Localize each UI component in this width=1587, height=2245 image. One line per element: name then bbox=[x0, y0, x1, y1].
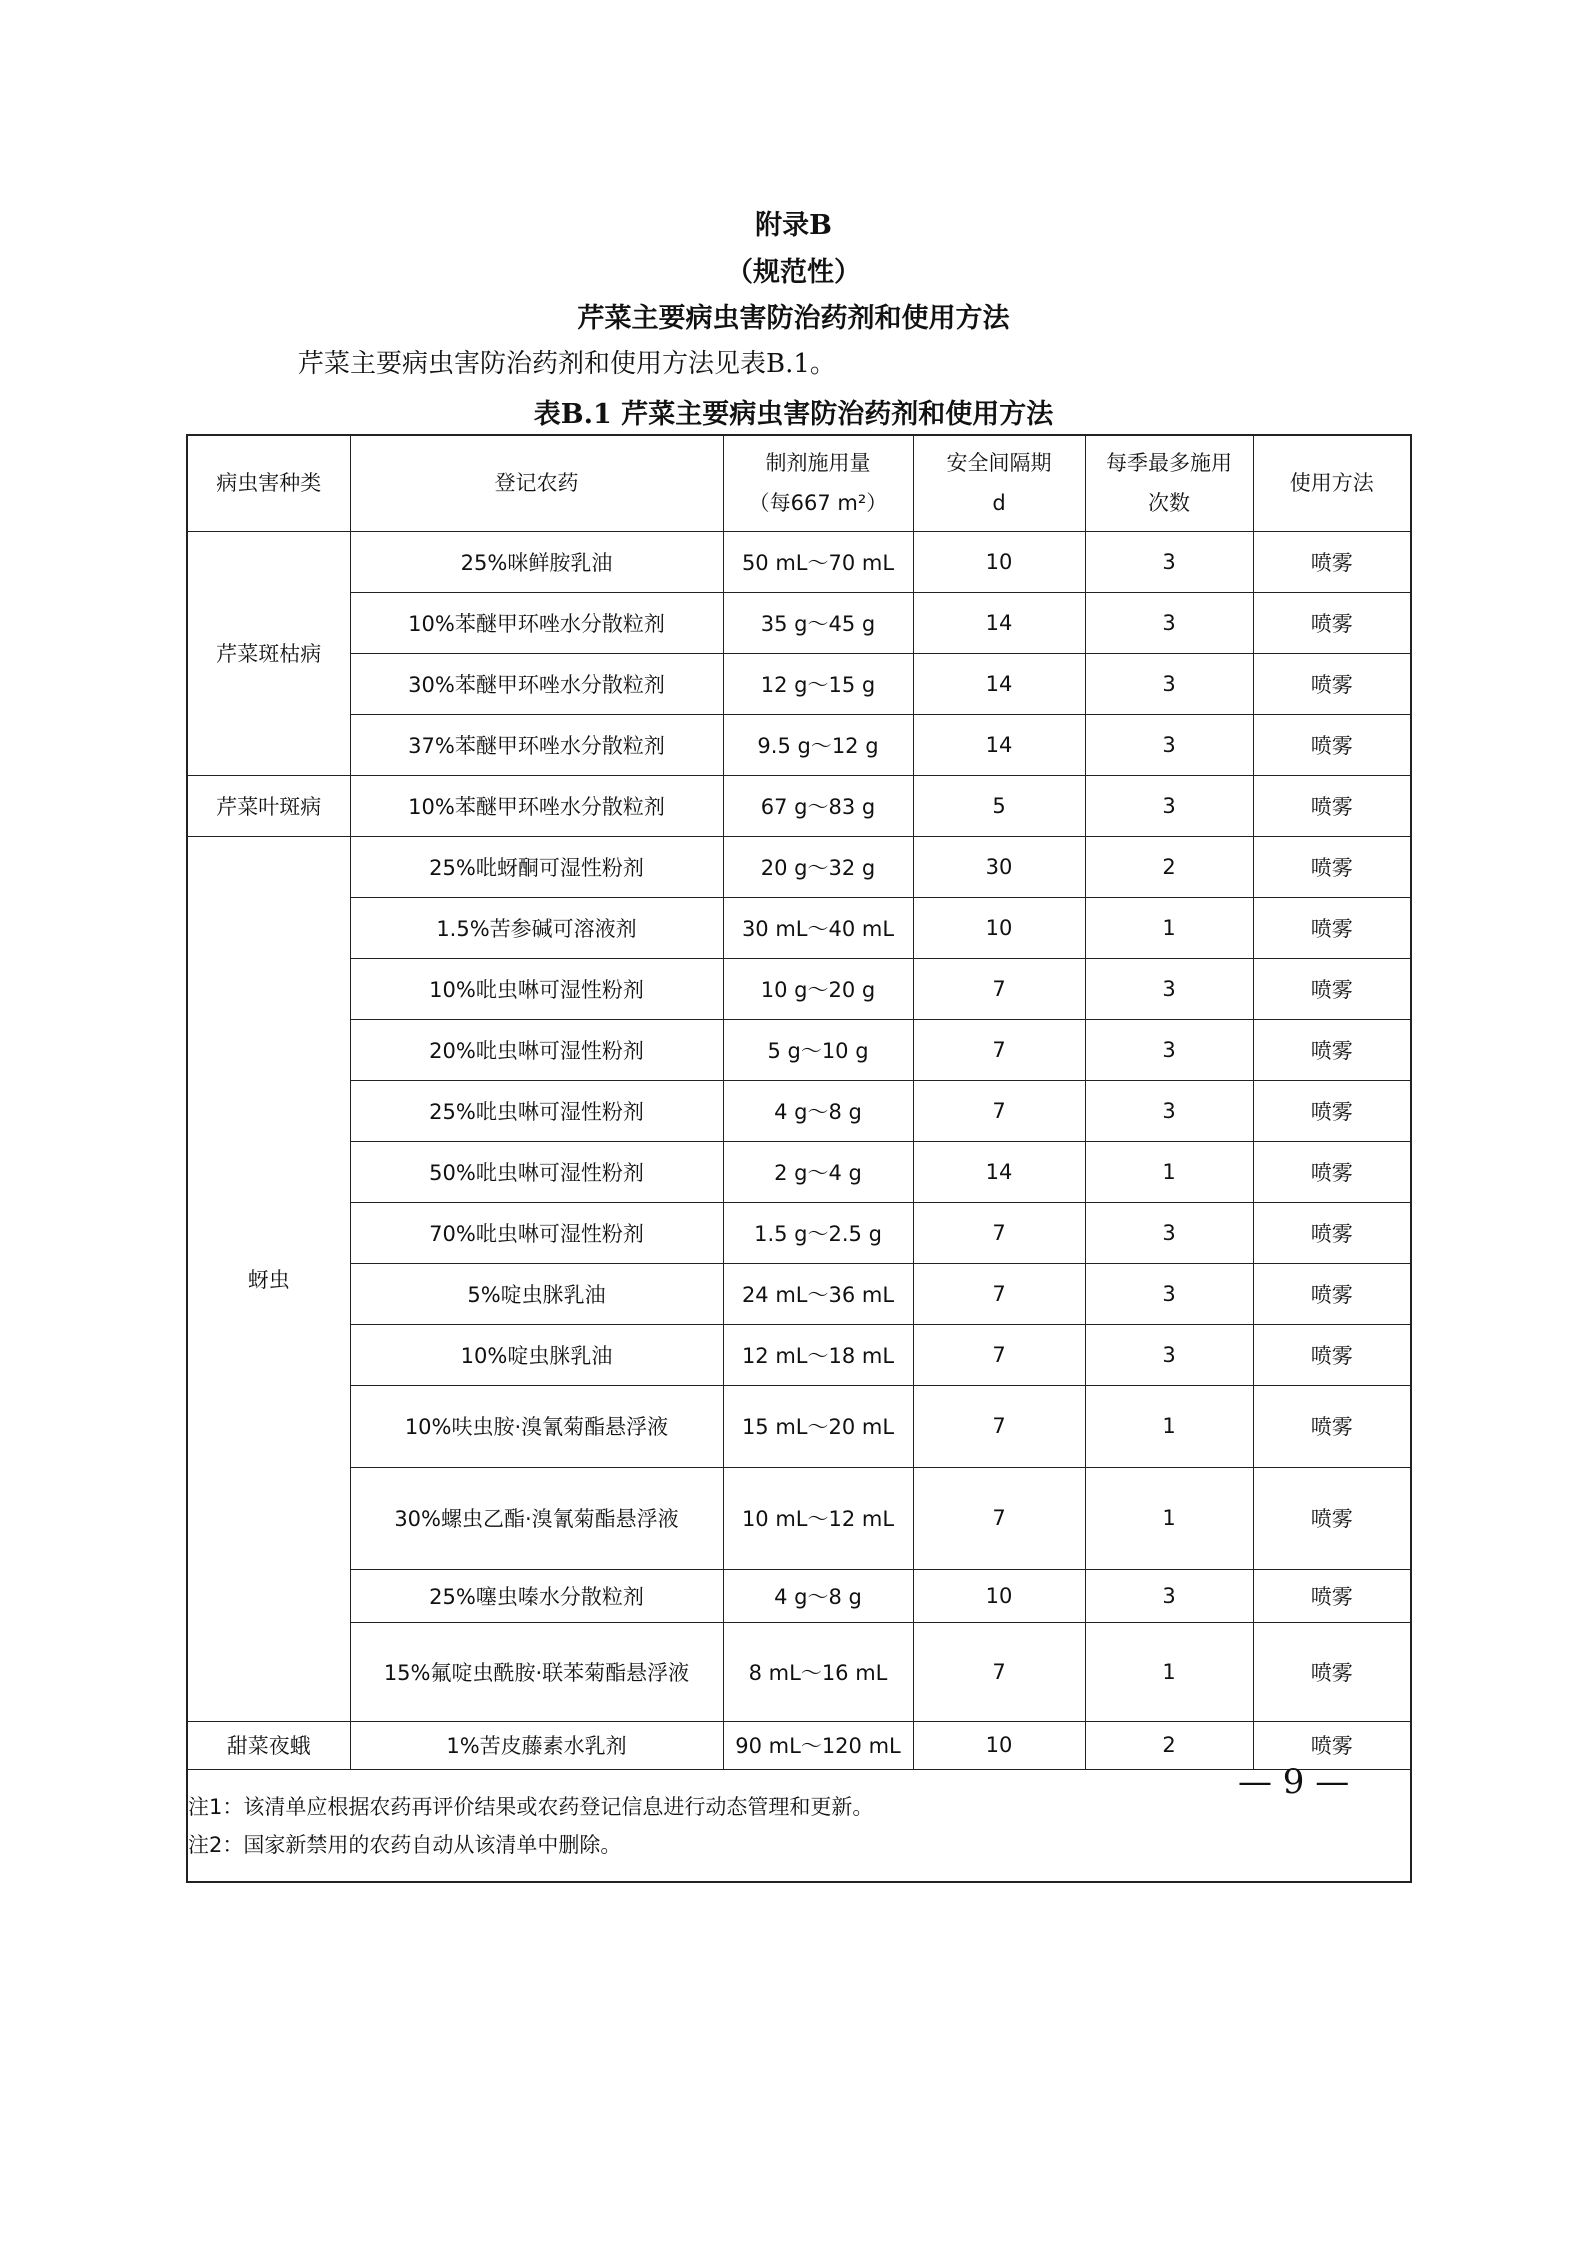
method-cell: 喷雾 bbox=[1253, 1080, 1411, 1141]
dose-cell: 30 mL～40 mL bbox=[723, 897, 913, 958]
pesticide-cell: 30%螺虫乙酯·溴氰菊酯悬浮液 bbox=[350, 1467, 723, 1569]
interval-cell: 10 bbox=[913, 531, 1085, 592]
header-times bbox=[1085, 435, 1253, 531]
times-cell: 1 bbox=[1085, 1385, 1253, 1467]
method-cell: 喷雾 bbox=[1253, 592, 1411, 653]
interval-cell: 7 bbox=[913, 1324, 1085, 1385]
pest-cell: 芹菜叶斑病 bbox=[187, 775, 350, 836]
header-dose-line1: 制剂施用量 bbox=[765, 451, 871, 476]
method-cell: 喷雾 bbox=[1253, 836, 1411, 897]
header-times-line2: 次数 bbox=[1148, 491, 1190, 516]
table-caption: 表B.1 芹菜主要病虫害防治药剂和使用方法 bbox=[533, 399, 1054, 430]
dose-cell: 10 mL～12 mL bbox=[723, 1467, 913, 1569]
interval-cell: 10 bbox=[913, 1721, 1085, 1769]
table-row bbox=[187, 592, 1411, 653]
pesticide-cell: 1.5%苦参碱可溶液剂 bbox=[350, 897, 723, 958]
notes-row bbox=[187, 1769, 1411, 1882]
pest-cell: 芹菜斑枯病 bbox=[187, 531, 350, 775]
pesticide-cell: 10%啶虫脒乳油 bbox=[350, 1324, 723, 1385]
method-cell: 喷雾 bbox=[1253, 958, 1411, 1019]
pesticide-cell: 25%吡虫啉可湿性粉剂 bbox=[350, 1080, 723, 1141]
dose-cell: 5 g～10 g bbox=[723, 1019, 913, 1080]
method-cell: 喷雾 bbox=[1253, 1467, 1411, 1569]
table-row bbox=[187, 1569, 1411, 1622]
pesticide-table bbox=[186, 434, 1412, 1883]
interval-cell: 7 bbox=[913, 1019, 1085, 1080]
header-pesticide: 登记农药 bbox=[350, 435, 723, 531]
dose-cell: 20 g～32 g bbox=[723, 836, 913, 897]
pesticide-cell: 10%呋虫胺·溴氰菊酯悬浮液 bbox=[350, 1385, 723, 1467]
times-cell: 1 bbox=[1085, 1467, 1253, 1569]
interval-cell: 10 bbox=[913, 897, 1085, 958]
method-cell: 喷雾 bbox=[1253, 714, 1411, 775]
pesticide-cell: 10%吡虫啉可湿性粉剂 bbox=[350, 958, 723, 1019]
note-2: 注2：国家新禁用的农药自动从该清单中删除。 bbox=[188, 1832, 622, 1857]
table-header-row bbox=[187, 435, 1411, 531]
pesticide-cell: 50%吡虫啉可湿性粉剂 bbox=[350, 1141, 723, 1202]
normative-label: （规范性） bbox=[726, 257, 861, 288]
times-cell: 3 bbox=[1085, 592, 1253, 653]
pesticide-cell: 10%苯醚甲环唑水分散粒剂 bbox=[350, 775, 723, 836]
dose-cell: 9.5 g～12 g bbox=[723, 714, 913, 775]
pesticide-cell: 30%苯醚甲环唑水分散粒剂 bbox=[350, 653, 723, 714]
times-cell: 3 bbox=[1085, 531, 1253, 592]
interval-cell: 30 bbox=[913, 836, 1085, 897]
method-cell: 喷雾 bbox=[1253, 1141, 1411, 1202]
table-row bbox=[187, 1080, 1411, 1141]
times-cell: 1 bbox=[1085, 897, 1253, 958]
table-row bbox=[187, 1467, 1411, 1569]
header-times-line1: 每季最多施用 bbox=[1106, 451, 1232, 476]
interval-cell: 7 bbox=[913, 958, 1085, 1019]
interval-cell: 10 bbox=[913, 1569, 1085, 1622]
interval-cell: 5 bbox=[913, 775, 1085, 836]
method-cell: 喷雾 bbox=[1253, 531, 1411, 592]
page-number: — 9 — bbox=[1238, 1762, 1350, 1802]
pesticide-cell: 25%咪鲜胺乳油 bbox=[350, 531, 723, 592]
table-row bbox=[187, 1622, 1411, 1721]
dose-cell: 50 mL～70 mL bbox=[723, 531, 913, 592]
method-cell: 喷雾 bbox=[1253, 1721, 1411, 1769]
dose-cell: 35 g～45 g bbox=[723, 592, 913, 653]
interval-cell: 14 bbox=[913, 653, 1085, 714]
method-cell: 喷雾 bbox=[1253, 775, 1411, 836]
times-cell: 3 bbox=[1085, 714, 1253, 775]
table-row bbox=[187, 1263, 1411, 1324]
table-row bbox=[187, 836, 1411, 897]
times-cell: 3 bbox=[1085, 958, 1253, 1019]
dose-cell: 15 mL～20 mL bbox=[723, 1385, 913, 1467]
table-row bbox=[187, 1721, 1411, 1769]
pesticide-cell: 10%苯醚甲环唑水分散粒剂 bbox=[350, 592, 723, 653]
table-row bbox=[187, 897, 1411, 958]
table-row bbox=[187, 1324, 1411, 1385]
dose-cell: 4 g～8 g bbox=[723, 1569, 913, 1622]
method-cell: 喷雾 bbox=[1253, 1622, 1411, 1721]
note-1: 注1：该清单应根据农药再评价结果或农药登记信息进行动态管理和更新。 bbox=[188, 1794, 874, 1819]
table-row bbox=[187, 1141, 1411, 1202]
method-cell: 喷雾 bbox=[1253, 897, 1411, 958]
table-row bbox=[187, 1202, 1411, 1263]
pesticide-cell: 70%吡虫啉可湿性粉剂 bbox=[350, 1202, 723, 1263]
dose-cell: 1.5 g～2.5 g bbox=[723, 1202, 913, 1263]
interval-cell: 7 bbox=[913, 1622, 1085, 1721]
method-cell: 喷雾 bbox=[1253, 1385, 1411, 1467]
dose-cell: 10 g～20 g bbox=[723, 958, 913, 1019]
header-dose bbox=[723, 435, 913, 531]
pesticide-cell: 1%苦皮藤素水乳剂 bbox=[350, 1721, 723, 1769]
interval-cell: 14 bbox=[913, 592, 1085, 653]
pesticide-cell: 5%啶虫脒乳油 bbox=[350, 1263, 723, 1324]
interval-cell: 7 bbox=[913, 1263, 1085, 1324]
interval-cell: 7 bbox=[913, 1202, 1085, 1263]
table-row bbox=[187, 958, 1411, 1019]
table-row bbox=[187, 1019, 1411, 1080]
interval-cell: 14 bbox=[913, 714, 1085, 775]
method-cell: 喷雾 bbox=[1253, 1324, 1411, 1385]
appendix-label: 附录B bbox=[755, 210, 832, 241]
header-interval bbox=[913, 435, 1085, 531]
notes-cell bbox=[187, 1769, 1411, 1882]
header-interval-line2: d bbox=[992, 491, 1006, 516]
interval-cell: 7 bbox=[913, 1385, 1085, 1467]
header-interval-line1: 安全间隔期 bbox=[946, 451, 1052, 476]
times-cell: 2 bbox=[1085, 1721, 1253, 1769]
dose-cell: 2 g～4 g bbox=[723, 1141, 913, 1202]
method-cell: 喷雾 bbox=[1253, 1569, 1411, 1622]
section-title: 芹菜主要病虫害防治药剂和使用方法 bbox=[577, 303, 1010, 334]
times-cell: 3 bbox=[1085, 1263, 1253, 1324]
method-cell: 喷雾 bbox=[1253, 653, 1411, 714]
method-cell: 喷雾 bbox=[1253, 1202, 1411, 1263]
times-cell: 2 bbox=[1085, 836, 1253, 897]
dose-cell: 12 mL～18 mL bbox=[723, 1324, 913, 1385]
dose-cell: 67 g～83 g bbox=[723, 775, 913, 836]
header-pest: 病虫害种类 bbox=[187, 435, 350, 531]
pest-cell: 甜菜夜蛾 bbox=[187, 1721, 350, 1769]
dose-cell: 4 g～8 g bbox=[723, 1080, 913, 1141]
table-row bbox=[187, 1385, 1411, 1467]
table-row bbox=[187, 714, 1411, 775]
pesticide-cell: 25%吡蚜酮可湿性粉剂 bbox=[350, 836, 723, 897]
pest-cell: 蚜虫 bbox=[187, 836, 350, 1721]
interval-cell: 7 bbox=[913, 1467, 1085, 1569]
header-dose-line2: （每667 m²） bbox=[748, 491, 888, 516]
table-row bbox=[187, 653, 1411, 714]
interval-cell: 14 bbox=[913, 1141, 1085, 1202]
times-cell: 3 bbox=[1085, 1019, 1253, 1080]
method-cell: 喷雾 bbox=[1253, 1263, 1411, 1324]
pesticide-cell: 15%氟啶虫酰胺·联苯菊酯悬浮液 bbox=[350, 1622, 723, 1721]
table-row bbox=[187, 775, 1411, 836]
times-cell: 3 bbox=[1085, 653, 1253, 714]
intro-paragraph: 芹菜主要病虫害防治药剂和使用方法见表B.1。 bbox=[298, 349, 836, 379]
times-cell: 3 bbox=[1085, 1569, 1253, 1622]
method-cell: 喷雾 bbox=[1253, 1019, 1411, 1080]
pesticide-cell: 25%噻虫嗪水分散粒剂 bbox=[350, 1569, 723, 1622]
interval-cell: 7 bbox=[913, 1080, 1085, 1141]
times-cell: 1 bbox=[1085, 1141, 1253, 1202]
header-method: 使用方法 bbox=[1253, 435, 1411, 531]
times-cell: 3 bbox=[1085, 775, 1253, 836]
times-cell: 3 bbox=[1085, 1080, 1253, 1141]
times-cell: 3 bbox=[1085, 1324, 1253, 1385]
times-cell: 1 bbox=[1085, 1622, 1253, 1721]
dose-cell: 24 mL～36 mL bbox=[723, 1263, 913, 1324]
pesticide-cell: 20%吡虫啉可湿性粉剂 bbox=[350, 1019, 723, 1080]
table-row bbox=[187, 531, 1411, 592]
dose-cell: 12 g～15 g bbox=[723, 653, 913, 714]
times-cell: 3 bbox=[1085, 1202, 1253, 1263]
pesticide-cell: 37%苯醚甲环唑水分散粒剂 bbox=[350, 714, 723, 775]
dose-cell: 8 mL～16 mL bbox=[723, 1622, 913, 1721]
dose-cell: 90 mL～120 mL bbox=[723, 1721, 913, 1769]
